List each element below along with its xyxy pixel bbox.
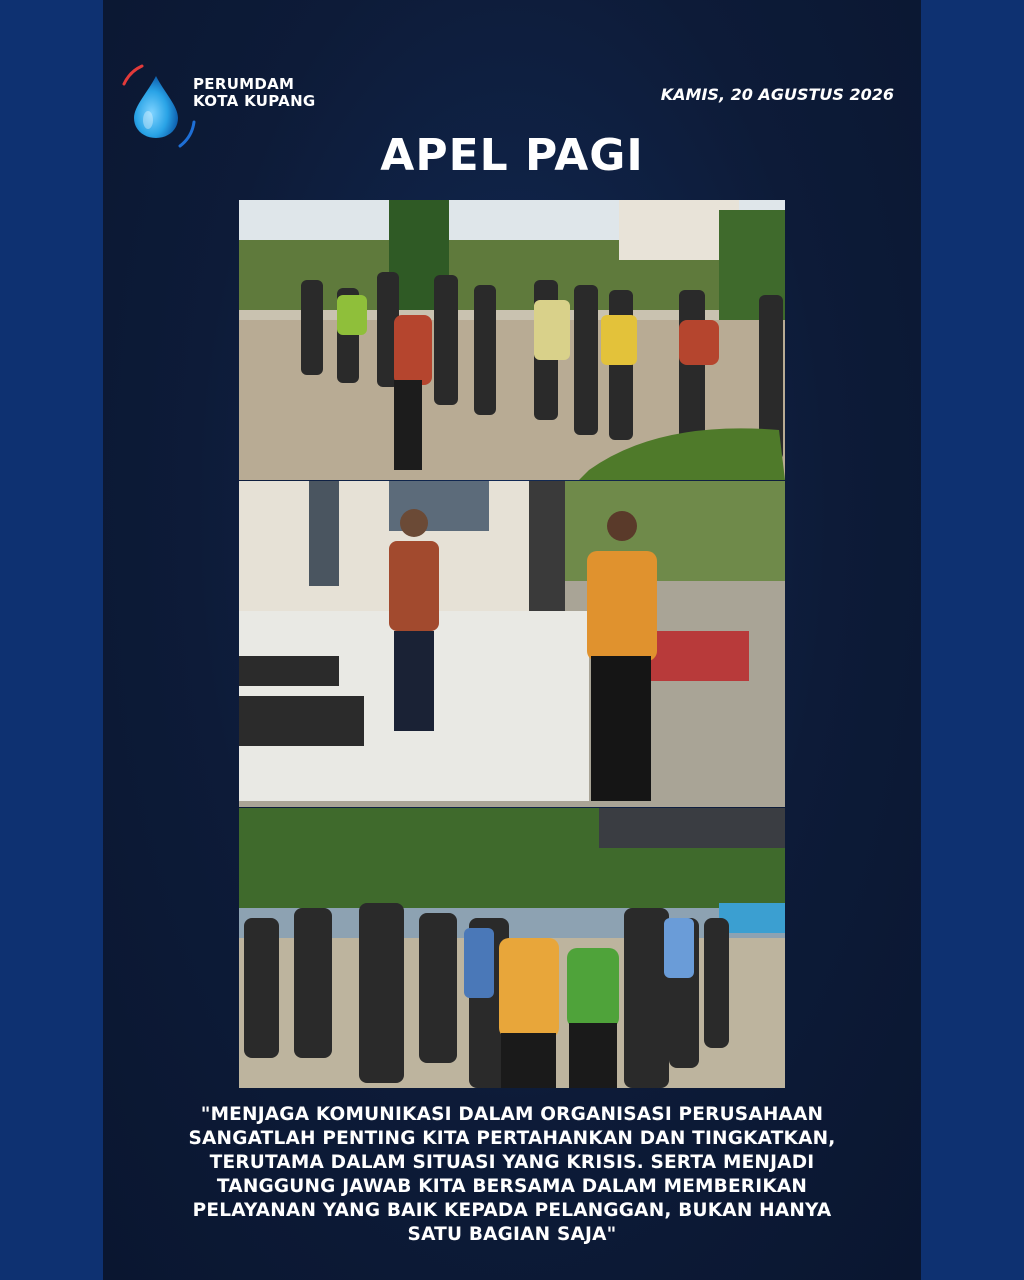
brand-line-2: KOTA KUPANG bbox=[193, 92, 316, 110]
photo-staff-praying bbox=[239, 808, 785, 1088]
quote-line: SANGATLAH PENTING KITA PERTAHANKAN DAN TINGKATKAN, bbox=[188, 1128, 836, 1149]
page-title: APEL PAGI bbox=[380, 130, 644, 181]
brand-line-1: PERUMDAM bbox=[193, 75, 295, 93]
quote-text bbox=[140, 1103, 884, 1247]
quote-line: PELAYANAN YANG BAIK KEPADA PELANGGAN, BUKAN HANYA bbox=[192, 1200, 832, 1221]
left-border bbox=[0, 0, 103, 1280]
quote-line: "MENJAGA KOMUNIKASI DALAM ORGANISASI PERUSAHAAN bbox=[200, 1104, 824, 1125]
right-border bbox=[921, 0, 1024, 1280]
quote-line: SATU BAGIAN SAJA" bbox=[407, 1224, 617, 1245]
quote-line: TANGGUNG JAWAB KITA BERSAMA DALAM MEMBERIKAN bbox=[216, 1176, 808, 1197]
photo-morning-assembly-group bbox=[239, 200, 785, 480]
brand-name bbox=[193, 76, 316, 110]
photo-speaker-and-reader bbox=[239, 481, 785, 807]
date-label: KAMIS, 20 AGUSTUS 2026 bbox=[660, 85, 894, 104]
quote-line: TERUTAMA DALAM SITUASI YANG KRISIS. SERTA MENJADI bbox=[209, 1152, 815, 1173]
